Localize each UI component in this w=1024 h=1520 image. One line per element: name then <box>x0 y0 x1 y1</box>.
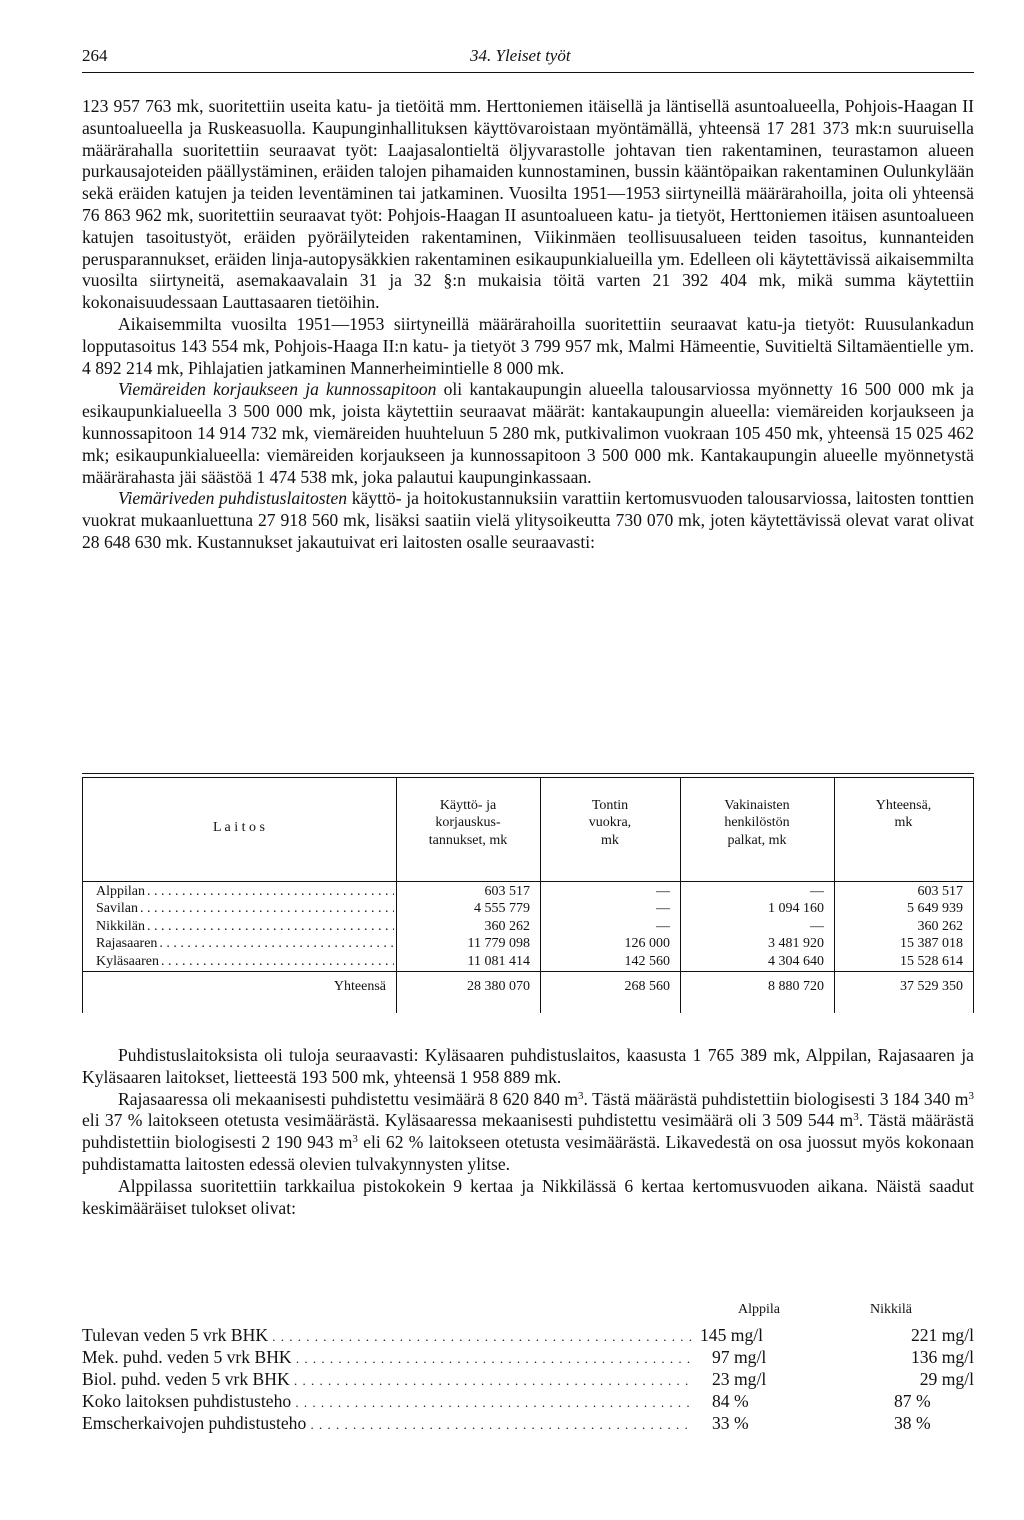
header-vakinaisten: Vakinaisten henkilöstön palkat, mk <box>724 798 790 848</box>
paragraph-2: Aikaisemmilta vuosilta 1951—1953 siirtyneillä määrärahoilla suoritettiin seuraavat katu-ja tietyöt: Ruusulankadun lopputasoitus 143 554 mk, Pohjois-Haaga II:n katu- ja tietyöt 3 799 957 mk, Malmi Hämeentie, Suvitieltä Siltamäentielle ym. 4 892 214 mk, Pihlajatien jatkaminen Mannerheimintielle 8 000 mk. <box>82 313 974 378</box>
table-row: Tulevan veden 5 vrk BHK . . . 145 mg/l 221 mg/l <box>82 1324 974 1346</box>
paragraph-4-text: käyttö- ja hoitokustannuksiin varattiin kertomusvuoden talousarviossa, laitosten tonttien vuokrat mukaanluettuna 27 918 560 mk, lisäksi saatiin vielä ylitysoikeutta 730 070 mk, joten käytettävissä olevat varat olivat 28 648 630 mk. Kustannukset jakautuivat eri laitosten osalle seuraavasti: <box>82 488 974 552</box>
running-header <box>82 46 974 73</box>
paragraph-3 <box>82 379 974 488</box>
body-text-lower <box>82 1045 974 1219</box>
paragraph-3-italic-term: Viemäreiden korjaukseen ja kunnossapitoon <box>118 379 437 400</box>
paragraph-3-text: oli kantakaupungin alueella talousarviossa myönnetty 16 500 000 mk ja esikaupunkialueella 3 500 000 mk, joista käytettiin seuraavat määrät: kantakaupungin alueella: viemäreiden korjaukseen ja kunnossapitoon 14 914 732 mk, viemäreiden huuhteluun 5 280 mk, putkivalimon vuokraan 105 450 mk, yhteensä 15 025 462 mk; esikaupunkialueella: viemäreiden korjaukseen ja kunnossapitoon 3 500 000 mk. Kantakaupungin alueelle myönnetystä määrärahasta jäi säästöä 1 474 538 mk, joka palautui kaupunginkassaan. <box>82 379 974 487</box>
paragraph-5: Puhdistuslaitoksista oli tuloja seuraavasti: Kyläsaaren puhdistuslaitos, kaasusta 1 765 389 mk, Alppilan, Rajasaaren ja Kyläsaaren laitokset, lietteestä 193 500 mk, yhteensä 1 958 889 mk. <box>82 1045 974 1087</box>
running-title: 34. Yleiset työt <box>470 46 571 65</box>
col-nikkila: Nikkilä <box>870 1302 912 1317</box>
cost-table: L a i t o s Käyttö- ja korjauskus- tannukset, mk Tontin vuokra, mk Vakinaisten henkilöstön palkat, mk Yhteensä, mk Alppilan . . . 603 517 — — 603 517 Savilan . . . 4 555 779 — 1 094 160 5 649 939 Nikkilän . . . 360 262 — — 360 262 Rajasaaren . . . 11 779 098 126 000 3 481 920 15 387 018 Kyläsaaren . . . 11 081 414 142 560 4 304 640 15 528 614 Yhteensä 28 380 070 268 560 8 880 720 37 529 350 <box>82 773 974 1013</box>
header-laitos: L a i t o s <box>213 820 265 835</box>
paragraph-4-italic-term: Viemäriveden puhdistuslaitosten <box>118 488 348 509</box>
paragraph-7: Alppilassa suoritettiin tarkkailua pistokokein 9 kertaa ja Nikkilässä 6 kertaa kertomusvuoden aikana. Näistä saadut keskimääräiset tulokset olivat: <box>82 1175 974 1218</box>
table-row: Mek. puhd. veden 5 vrk BHK . . . 97 mg/l 136 mg/l <box>82 1346 974 1368</box>
paragraph-6: Rajasaaressa oli mekaanisesti puhdistettu vesimäärä 8 620 840 $m^3$. Tästä määrästä puhdistettiin biologisesti 3 184 340 $m^3$ eli 37 % laitokseen otetusta vesimäärästä. Kyläsaaressa mekaanisesti puhdistettu vesimäärä oli 3 509 544 $m^3$. Tästä määrästä puhdistettiin biologisesti 2 190 943 $m^3$ eli 62 % laitokseen otetusta vesimäärästä. Likavedestä on osa juossut myös kokonaan puhdistamatta laitosten edessä olevien tulvakynnysten ylitse. <box>82 1088 975 1174</box>
page-number: 264 <box>82 46 108 65</box>
table-row: Biol. puhd. veden 5 vrk BHK . . . 23 mg/l 29 mg/l <box>82 1368 974 1390</box>
body-text-upper <box>82 96 974 554</box>
paragraph-1: 123 957 763 mk, suoritettiin useita katu- ja tietöitä mm. Herttoniemen itäisellä ja läntisellä asuntoalueella, Pohjois-Haagan II asuntoalueella ja Ruskeasuolla. Kaupunginhallituksen käyttövaroistaan myöntämällä, yhteensä 17 281 373 mk:n suuruisella määrärahalla suoritettiin seuraavat työt: Laajasalontieltä öljyvarastolle johtavan tien rakentaminen, teurastamon alueen purkausajoteiden päällystäminen, eräiden talojen pihamaiden kunnostaminen, bussin kääntöpaikan rakentaminen Oulunkylään sekä eräiden katujen ja teiden leventäminen tai jatkaminen. Vuosilta 1951—1953 siirtyneillä määrärahoilla, joita oli yhteensä 76 863 962 mk, suoritettiin seuraavat työt: Pohjois-Haagan II asuntoalueen katu- ja tietyöt, Herttoniemen itäisen asuntoalueen katujen tasoitustyöt, eräiden pyöräilyteiden rakentaminen, Viikinmäen teollisuusalueen teiden tasoitus, kunnanteiden perusparannukset, eräiden linja-autopysäkkien rakentaminen esikaupunkialueilla ym. Edelleen oli käytettävissä aikaisemmilta vuosilta siirtyneitä, asemakaavalain 31 ja 32 §:n mukaisia töitä varten 21 392 404 mk, mikä summa käytettiin kokonaisuudessaan Lauttasaaren tietöihin. <box>82 96 974 313</box>
header-tontin: Tontin vuokra, mk <box>588 798 632 848</box>
paragraph-4 <box>82 488 974 553</box>
col-alppila: Alppila <box>738 1302 780 1317</box>
header-yhteensa: Yhteensä, mk <box>875 798 932 831</box>
table-row: Koko laitoksen puhdistusteho . . . 84 % 87 % <box>82 1390 974 1412</box>
table-row: Emscherkaivojen puhdistusteho . . . 33 % 38 % <box>82 1412 974 1434</box>
header-kaytto: Käyttö- ja korjauskus- tannukset, mk <box>428 798 508 848</box>
